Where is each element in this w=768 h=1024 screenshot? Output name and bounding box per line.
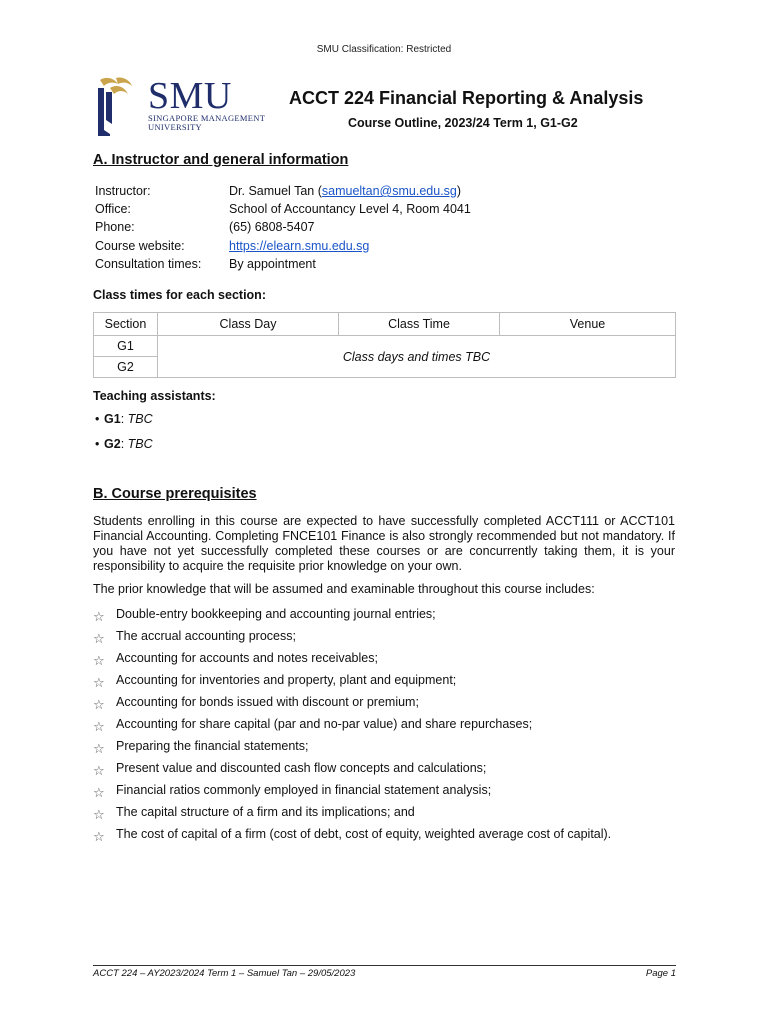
list-item xyxy=(93,693,419,711)
table-header-row xyxy=(94,313,676,336)
info-row-instructor xyxy=(95,182,461,200)
ta-section: G2 xyxy=(104,437,121,451)
class-times-table xyxy=(93,312,676,378)
class-times-heading: Class times for each section: xyxy=(93,288,266,302)
footer-course-info: ACCT 224 – AY2023/2024 Term 1 – Samuel Tan – 29/05/2023 xyxy=(93,968,356,979)
info-value: Dr. Samuel Tan ( xyxy=(229,184,322,198)
table-header: Class Time xyxy=(339,313,500,336)
table-header: Class Day xyxy=(158,313,339,336)
star-bullet-icon: ☆ xyxy=(93,609,105,624)
section-a-heading: A. Instructor and general information xyxy=(93,152,349,168)
ta-name: TBC xyxy=(127,437,153,451)
prerequisites-paragraph: Students enrolling in this course are expected to have successfully completed ACCT111 or ACCT101 Financial Accounting. Completing FNCE101 Finance is also strongly recommended but not mandatory. If you have not yet successfully completed these courses or are concurrently taking them, it is your responsibility to acquire the requisite prior knowledge on your own. xyxy=(93,514,675,573)
ta-section: G1 xyxy=(104,412,121,426)
info-label: Course website: xyxy=(95,239,185,253)
star-bullet-icon: ☆ xyxy=(93,807,105,822)
logo-line-2: UNIVERSITY xyxy=(148,122,202,132)
list-item xyxy=(93,627,296,645)
info-value: By appointment xyxy=(229,257,316,271)
list-item-text: Accounting for inventories and property, plant and equipment; xyxy=(116,673,457,687)
star-bullet-icon: ☆ xyxy=(93,719,105,734)
list-item-text: Present value and discounted cash flow concepts and calculations; xyxy=(116,761,487,775)
star-bullet-icon: ☆ xyxy=(93,653,105,668)
info-row-office xyxy=(95,200,471,218)
info-label: Office: xyxy=(95,202,131,216)
footer-page-number: Page 1 xyxy=(645,968,676,979)
table-cell-section: G1 xyxy=(94,336,158,357)
info-label: Consultation times: xyxy=(95,257,202,271)
star-bullet-icon: ☆ xyxy=(93,785,105,800)
star-bullet-icon: ☆ xyxy=(93,697,105,712)
table-header: Section xyxy=(94,313,158,336)
star-bullet-icon: ☆ xyxy=(93,763,105,778)
list-item-text: The cost of capital of a firm (cost of debt, cost of equity, weighted average cost of capital). xyxy=(116,827,612,841)
document-subtitle: Course Outline, 2023/24 Term 1, G1-G2 xyxy=(348,116,578,130)
list-item xyxy=(93,759,486,777)
list-item xyxy=(93,715,532,733)
ta-list-item: • G1: TBC xyxy=(95,412,153,426)
list-item-text: The accrual accounting process; xyxy=(116,629,296,643)
list-item-text: Accounting for bonds issued with discount or premium; xyxy=(116,695,419,709)
table-cell-note: Class days and times TBC xyxy=(158,336,676,378)
document-title: ACCT 224 Financial Reporting & Analysis xyxy=(289,88,644,108)
list-item-text: Financial ratios commonly employed in financial statement analysis; xyxy=(116,783,492,797)
table-header: Venue xyxy=(500,313,676,336)
list-item xyxy=(93,825,611,843)
list-item xyxy=(93,605,436,623)
info-value: (65) 6808-5407 xyxy=(229,220,315,234)
logo-line-1: SINGAPORE MANAGEMENT xyxy=(148,113,266,123)
list-item-text: Accounting for accounts and notes receivables; xyxy=(116,651,378,665)
section-b-heading: B. Course prerequisites xyxy=(93,486,257,502)
logo-name: SMU xyxy=(148,75,232,117)
info-row-phone xyxy=(95,218,314,236)
list-item xyxy=(93,803,415,821)
list-item xyxy=(93,781,491,799)
info-value: School of Accountancy Level 4, Room 4041 xyxy=(229,202,471,216)
table-cell-section: G2 xyxy=(94,357,158,378)
ta-list-item: • G2: TBC xyxy=(95,437,153,451)
teaching-assistants-heading: Teaching assistants: xyxy=(93,389,216,403)
info-row-consultation xyxy=(95,255,316,273)
star-bullet-icon: ☆ xyxy=(93,631,105,646)
bullet-icon: • xyxy=(95,437,100,451)
list-item-text: Accounting for share capital (par and no-par value) and share repurchases; xyxy=(116,717,533,731)
list-item xyxy=(93,649,378,667)
bullet-icon: • xyxy=(95,412,100,426)
info-value-suffix: ) xyxy=(456,184,462,198)
info-label: Instructor: xyxy=(95,184,151,198)
list-item xyxy=(93,671,456,689)
list-item-text: Preparing the financial statements; xyxy=(116,739,309,753)
info-row-website xyxy=(95,237,369,255)
list-item xyxy=(93,737,308,755)
classification-label: SMU Classification: Restricted xyxy=(316,44,452,55)
prior-knowledge-intro: The prior knowledge that will be assumed and examinable throughout this course includes: xyxy=(93,582,595,596)
star-bullet-icon: ☆ xyxy=(93,741,105,756)
info-label: Phone: xyxy=(95,220,135,234)
ta-name: TBC xyxy=(127,412,153,426)
star-bullet-icon: ☆ xyxy=(93,829,105,844)
instructor-email-link[interactable]: samueltan@smu.edu.sg xyxy=(321,184,457,198)
star-bullet-icon: ☆ xyxy=(93,675,105,690)
list-item-text: The capital structure of a firm and its implications; and xyxy=(116,805,415,819)
list-item-text: Double-entry bookkeeping and accounting journal entries; xyxy=(116,607,436,621)
table-row xyxy=(94,336,676,357)
course-website-link[interactable]: https://elearn.smu.edu.sg xyxy=(229,239,370,253)
footer-divider xyxy=(93,965,676,966)
